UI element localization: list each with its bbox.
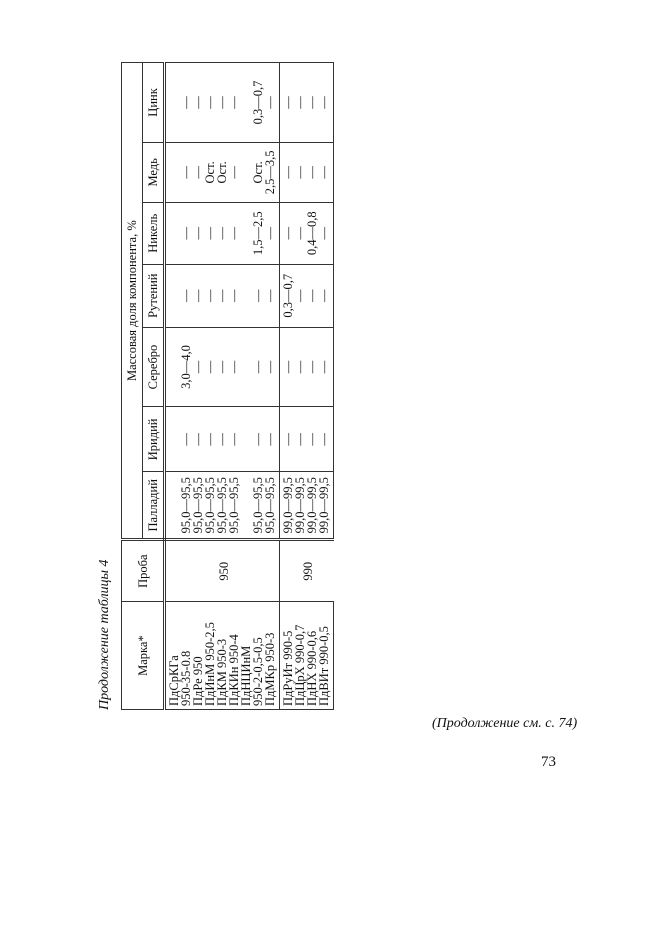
mark-cell: ПдВИт 990-0,5 — [318, 602, 334, 710]
table-row — [306, 63, 318, 710]
header-col: Цинк — [143, 63, 165, 143]
value-cell: 95,0—95,5 — [192, 472, 204, 540]
value-cell: 99,0—99,5 — [280, 472, 295, 540]
value-cell: — — [318, 264, 334, 327]
value-cell: — — [280, 202, 295, 264]
mark-cell: ПдИнМ 950-2,5 — [204, 602, 216, 710]
value-cell: — — [280, 63, 295, 143]
value-cell: — — [228, 142, 240, 202]
header-col: Рутений — [143, 264, 165, 327]
value-cell: 0,3—0,7 — [280, 264, 295, 327]
value-cell: — — [280, 407, 295, 472]
mark-cell: 950-35-0.8 — [180, 602, 192, 710]
value-cell: — — [294, 264, 306, 327]
mark-cell: ПдРуИт 990-5 — [280, 602, 295, 710]
value-cell: — — [318, 63, 334, 143]
value-cell: — — [280, 327, 295, 407]
header-mark: Марка* — [122, 602, 165, 710]
value-cell: — — [228, 264, 240, 327]
value-cell: Ост. — [216, 142, 228, 202]
value-cell: — — [192, 407, 204, 472]
value-cell: — — [216, 407, 228, 472]
value-cell: — — [180, 264, 192, 327]
value-cell: — — [306, 407, 318, 472]
value-cell: 95,0—95,5 — [204, 472, 216, 540]
value-cell: — — [180, 142, 192, 202]
value-cell: — — [204, 327, 216, 407]
mark-cell: 950-2-0,5-0,5 — [252, 602, 264, 710]
table-caption: Продолжение таблицы 4 — [97, 559, 112, 710]
value-cell: — — [306, 142, 318, 202]
proba-cell: 990 — [280, 540, 334, 602]
value-cell: — — [318, 202, 334, 264]
mark-cell: ПдКМ 950-3 — [216, 602, 228, 710]
header-proba: Проба — [122, 540, 165, 602]
value-cell: — — [192, 202, 204, 264]
mark-cell: ПдЦрХ 990-0,7 — [294, 602, 306, 710]
value-cell: — — [228, 202, 240, 264]
value-cell: 3,0—4,0 — [180, 327, 192, 407]
value-cell — [165, 472, 181, 540]
value-cell: — — [228, 327, 240, 407]
value-cell: 95,0—95,5 — [252, 472, 264, 540]
value-cell: — — [318, 142, 334, 202]
value-cell: — — [216, 264, 228, 327]
value-cell: 99,0—99,5 — [294, 472, 306, 540]
table-row — [318, 63, 334, 710]
value-cell: — — [318, 327, 334, 407]
mark-cell: ПдСрКГа — [165, 602, 181, 710]
mark-cell: ПдРе 950 — [192, 602, 204, 710]
proba-cell: 950 — [165, 540, 280, 602]
value-cell: — — [192, 142, 204, 202]
composition-table — [121, 62, 334, 710]
value-cell — [165, 142, 181, 202]
value-cell — [165, 202, 181, 264]
value-cell: 95,0—95,5 — [264, 472, 280, 540]
value-cell: — — [192, 63, 204, 143]
table-row — [240, 63, 252, 710]
value-cell: — — [264, 63, 280, 143]
value-cell: — — [216, 63, 228, 143]
header-group: Массовая доля компонента, % — [122, 63, 143, 540]
value-cell: — — [252, 264, 264, 327]
value-cell: — — [280, 142, 295, 202]
value-cell: — — [180, 63, 192, 143]
value-cell — [165, 407, 181, 472]
value-cell: — — [306, 63, 318, 143]
value-cell: — — [204, 407, 216, 472]
value-cell: 95,0—95,5 — [180, 472, 192, 540]
table-row — [204, 63, 216, 710]
continuation-note: (Продолжение см. с. 74) — [432, 716, 578, 731]
value-cell: 99,0—99,5 — [318, 472, 334, 540]
value-cell: — — [294, 202, 306, 264]
header-col: Серебро — [143, 327, 165, 407]
value-cell: — — [216, 202, 228, 264]
mark-cell: ПдМКр 950-3 — [264, 602, 280, 710]
table-row — [216, 63, 228, 710]
value-cell: — — [318, 407, 334, 472]
value-cell: — — [228, 63, 240, 143]
rotated-table-block — [97, 60, 401, 710]
value-cell: Ост. — [204, 142, 216, 202]
table-row — [180, 63, 192, 710]
table-row — [294, 63, 306, 710]
value-cell: 99,0—99,5 — [306, 472, 318, 540]
value-cell: — — [294, 63, 306, 143]
value-cell: — — [192, 264, 204, 327]
value-cell: 1,5—2,5 — [252, 202, 264, 264]
mark-cell: ПдНХ 990-0,6 — [306, 602, 318, 710]
value-cell: — — [228, 407, 240, 472]
header-col: Никель — [143, 202, 165, 264]
value-cell: — — [204, 202, 216, 264]
value-cell: — — [252, 327, 264, 407]
mark-cell: ПдКИн 950-4 — [228, 602, 240, 710]
table-row — [280, 63, 295, 710]
value-cell: Ост. — [252, 142, 264, 202]
value-cell: — — [204, 264, 216, 327]
value-cell: — — [264, 327, 280, 407]
table-row — [264, 63, 280, 710]
page-number: 73 — [541, 754, 556, 770]
value-cell — [165, 63, 181, 143]
value-cell: — — [264, 202, 280, 264]
value-cell: — — [180, 202, 192, 264]
value-cell: 95,0—95,5 — [228, 472, 240, 540]
value-cell: — — [294, 407, 306, 472]
header-col: Палладий — [143, 472, 165, 540]
value-cell: — — [294, 142, 306, 202]
value-cell: 0,4—0,8 — [306, 202, 318, 264]
value-cell: 0,3—0,7 — [252, 63, 264, 143]
table-row — [192, 63, 204, 710]
value-cell: — — [294, 327, 306, 407]
value-cell: 95,0—95,5 — [216, 472, 228, 540]
value-cell: — — [306, 327, 318, 407]
value-cell: — — [264, 264, 280, 327]
header-col: Иридий — [143, 407, 165, 472]
value-cell: — — [216, 327, 228, 407]
value-cell: — — [204, 63, 216, 143]
header-col: Медь — [143, 142, 165, 202]
value-cell: — — [264, 407, 280, 472]
table-row — [228, 63, 240, 710]
mark-cell: ПдНЦИнМ — [240, 602, 252, 710]
table-row — [165, 63, 181, 710]
value-cell: — — [252, 407, 264, 472]
value-cell: — — [192, 327, 204, 407]
value-cell: — — [180, 407, 192, 472]
value-cell — [165, 264, 181, 327]
value-cell: — — [306, 264, 318, 327]
value-cell: 2,5—3,5 — [264, 142, 280, 202]
value-cell — [165, 327, 181, 407]
